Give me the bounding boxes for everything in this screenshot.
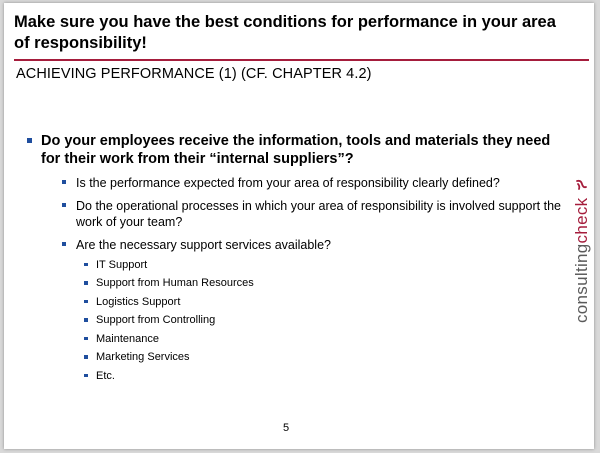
service-text: Support from Controlling [96,314,216,326]
sub-point-text: Are the necessary support services available? [76,238,331,252]
consultingcheck-logo [572,178,592,323]
sub-point-text: Is the performance expected from your area of responsibility clearly defined? [76,176,500,190]
slide [4,3,594,449]
service-text: Etc. [96,369,115,382]
list-item [24,276,564,290]
list-item [24,258,564,272]
square-bullet-icon [84,263,88,267]
service-text: Marketing Services [96,351,190,363]
logo-text-check: check [572,197,591,244]
square-bullet-icon [62,203,66,207]
square-bullet-icon [84,300,88,304]
square-bullet-icon [84,374,88,378]
list-item [24,295,564,309]
check-mark-icon [574,178,588,192]
service-text: IT Support [96,258,148,271]
main-point-text: Do your employees receive the information, tools and materials they need for their work from their “internal suppliers”? [41,133,551,167]
square-bullet-icon [84,337,88,341]
title-divider [14,59,589,61]
square-bullet-icon [84,281,88,285]
service-text: Support from Human Resources [96,277,254,289]
list-item [24,350,564,364]
square-bullet-icon [84,355,88,359]
square-bullet-icon [62,180,66,184]
list-item [24,175,564,191]
page-number: 5 [283,422,290,434]
list-item [24,237,564,253]
list-item [24,313,564,327]
sub-point-text: Do the operational processes in which your area of responsibility is involved support the work of your team? [76,199,561,229]
list-item [24,132,564,168]
list-item [24,332,564,346]
service-text: Maintenance [96,332,159,345]
service-text: Logistics Support [96,295,181,308]
square-bullet-icon [27,138,32,143]
slide-title: Make sure you have the best conditions for performance in your area of responsibility! [14,13,556,52]
list-item [24,369,564,383]
list-item [24,198,564,230]
square-bullet-icon [84,318,88,322]
bullet-list [24,132,564,383]
square-bullet-icon [62,242,66,246]
logo-text-consulting: consulting [572,243,591,323]
slide-subtitle: ACHIEVING PERFORMANCE (1) (CF. CHAPTER 4.2) [16,66,372,82]
